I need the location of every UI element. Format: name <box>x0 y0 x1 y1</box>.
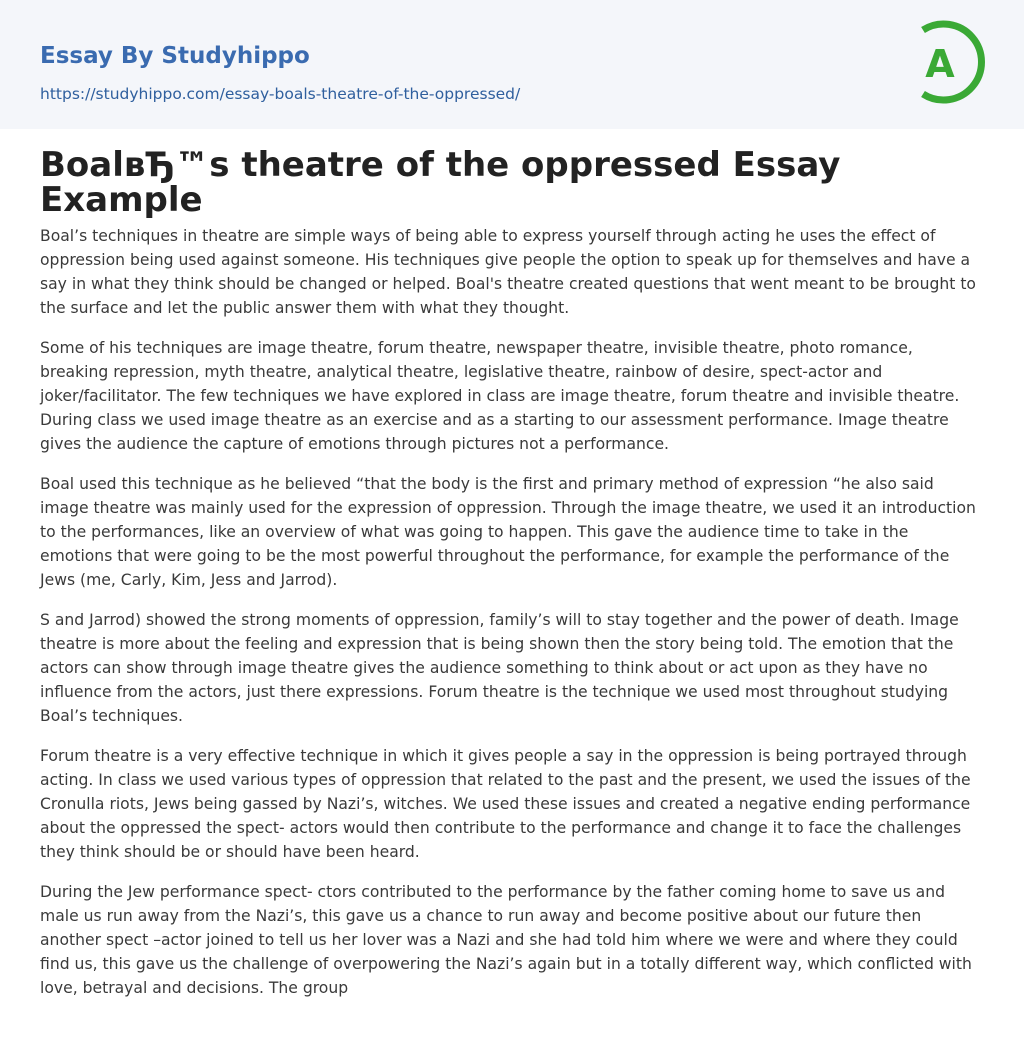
essay-paragraph: Forum theatre is a very effective technique in which it gives people a say in the oppression is being portrayed through acting. In class we used various types of oppression that related to the past and the present, we used the issues of the Cronulla riots, Jews being gassed by Nazi’s, witches. We used these issues and created a negative ending performance about the oppressed the spect- actors would then contribute to the performance and change it to face the challenges they think should be or should have been heard. <box>40 747 971 861</box>
studyhippo-logo-icon[interactable] <box>910 18 988 106</box>
logo-letter: A <box>925 42 955 86</box>
essay-paragraph: During the Jew performance spect- ctors contributed to the performance by the father coming home to save us and male us run away from the Nazi’s, this gave us a chance to run away and become positive about our future then another spect –actor joined to tell us her lover was a Nazi and she had told him where we were and where they could find us, this gave us the challenge of overpowering the Nazi’s again but in a totally different way, which conflicted with love, betrayal and decisions. The group <box>40 883 972 997</box>
site-title: Essay By Studyhippo <box>40 43 310 69</box>
essay-title: BoalвЂ™s theatre of the oppressed Essay Example <box>40 145 841 220</box>
essay-paragraph: S and Jarrod) showed the strong moments of oppression, family’s will to stay together and the power of death. Image theatre is more about the feeling and expression that is being shown then the story being told. The emotion that the actors can show through image theatre gives the audience something to think about or act upon as they have no influence from the actors, just there expressions. Forum theatre is the technique we used most throughout studying Boal’s techniques. <box>40 611 959 725</box>
site-header <box>0 0 1024 129</box>
essay-paragraph: Boal used this technique as he believed “that the body is the first and primary method of expression “he also said image theatre was mainly used for the expression of oppression. Through the image theatre, we used it an introduction to the performances, like an overview of what was going to happen. This gave the audience time to take in the emotions that were going to be the most powerful throughout the performance, for example the performance of the Jews (me, Carly, Kim, Jess and Jarrod). <box>40 475 976 589</box>
essay-paragraph: Boal’s techniques in theatre are simple ways of being able to express yourself through acting he uses the effect of oppression being used against someone. His techniques give people the option to speak up for themselves and have a say in what they think should be changed or helped. Boal's theatre created questions that went meant to be brought to the surface and let the public answer them with what they thought. <box>40 227 976 317</box>
essay-paragraph: Some of his techniques are image theatre, forum theatre, newspaper theatre, invisible theatre, photo romance, breaking repression, myth theatre, analytical theatre, legislative theatre, rainbow of desire, spect-actor and joker/facilitator. The few techniques we have explored in class are image theatre, forum theatre and invisible theatre. During class we used image theatre as an exercise and as a starting to our assessment performance. Image theatre gives the audience the capture of emotions through pictures not a performance. <box>40 339 960 453</box>
source-url-link[interactable]: https://studyhippo.com/essay-boals-theatre-of-the-oppressed/ <box>40 85 521 103</box>
essay-content <box>40 145 984 1016</box>
